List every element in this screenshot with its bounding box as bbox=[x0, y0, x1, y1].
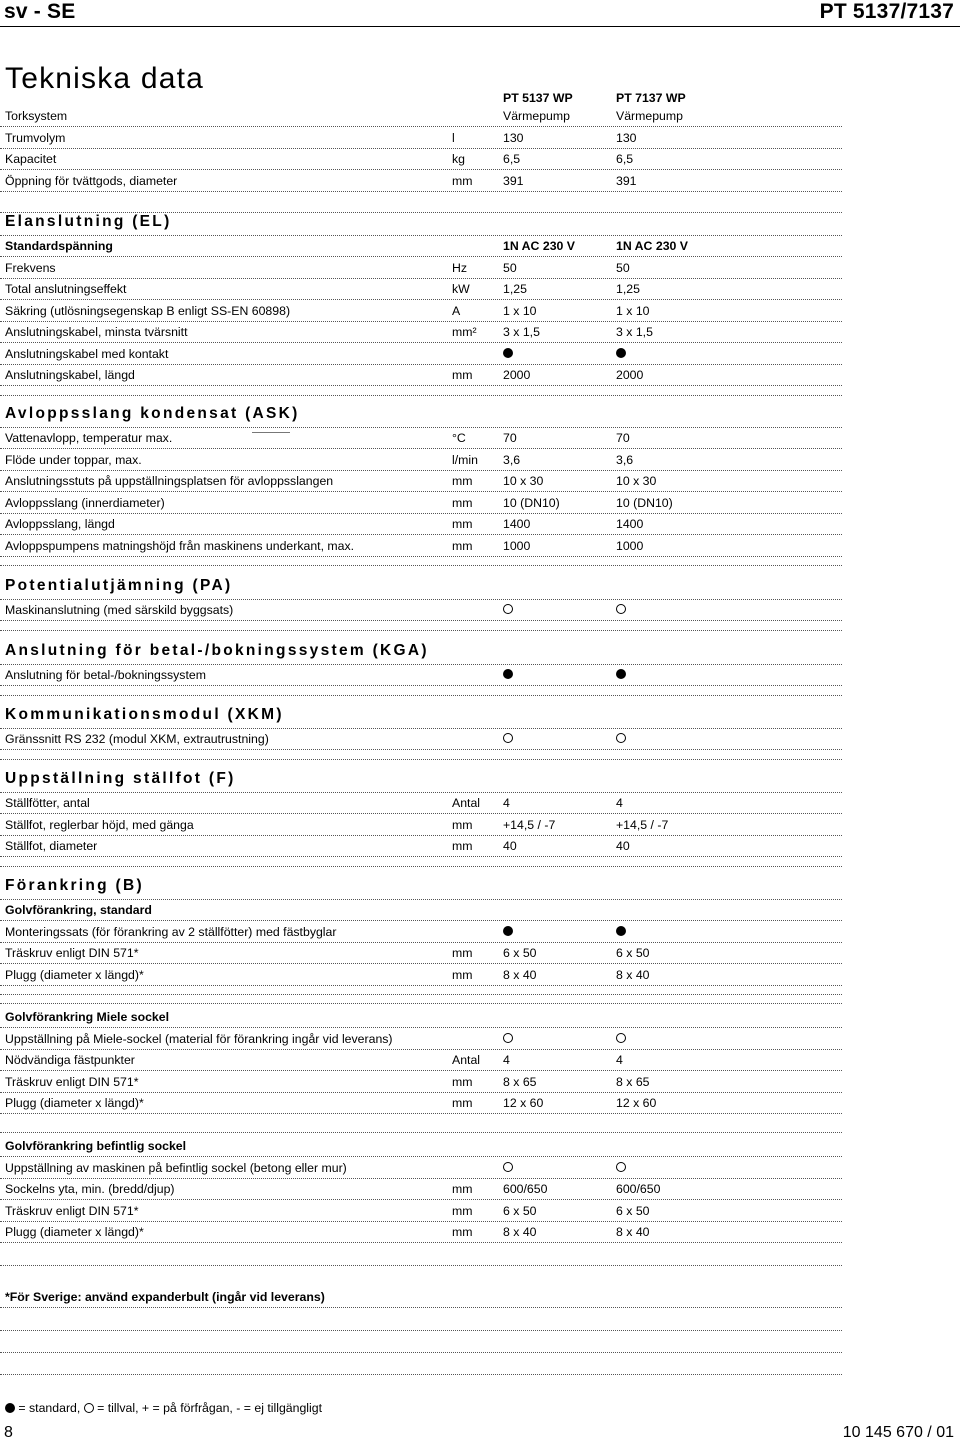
spec-unit: mm bbox=[452, 817, 473, 832]
block-divider bbox=[0, 1330, 842, 1331]
spec-label: Gränssnitt RS 232 (modul XKM, extrautrustning) bbox=[5, 732, 269, 746]
spec-row bbox=[0, 729, 960, 750]
spec-unit: Hz bbox=[452, 260, 468, 275]
spec-label: Uppställning på Miele-sockel (material för förankring ingår vid leverans) bbox=[5, 1031, 393, 1046]
spec-unit: mm bbox=[452, 1182, 473, 1196]
spec-unit: mm bbox=[452, 946, 473, 960]
spec-value-model2: 1,25 bbox=[616, 282, 640, 296]
spec-value-model2: 3,6 bbox=[616, 452, 634, 467]
spec-row bbox=[0, 149, 960, 170]
spec-label: Anslutningskabel, längd bbox=[5, 368, 135, 382]
spec-label: Öppning för tvättgods, diameter bbox=[5, 173, 178, 188]
row-divider bbox=[0, 1242, 842, 1243]
legend-standard: = standard, bbox=[18, 1401, 81, 1415]
section-header bbox=[0, 574, 960, 600]
block-divider bbox=[0, 565, 842, 566]
spec-value-model2: 6,5 bbox=[616, 152, 634, 166]
filled-dot-icon bbox=[616, 926, 626, 936]
spec-value-model1-standard bbox=[503, 346, 513, 362]
spec-value-model2: 1 x 10 bbox=[616, 303, 650, 318]
spec-row bbox=[0, 1072, 960, 1093]
spec-value-model2: 4 bbox=[616, 1053, 623, 1067]
spec-value-model2: 50 bbox=[616, 260, 630, 275]
spec-value-model2: 3 x 1,5 bbox=[616, 325, 653, 339]
spec-label: Träskruv enligt DIN 571* bbox=[5, 1203, 139, 1218]
spec-row bbox=[0, 1179, 960, 1200]
spec-unit: mm bbox=[452, 368, 473, 382]
block-divider bbox=[0, 994, 842, 995]
language-code: sv - SE bbox=[4, 0, 76, 23]
spec-value-model1: 8 x 65 bbox=[503, 1074, 537, 1089]
spec-label: Sockelns yta, min. (bredd/djup) bbox=[5, 1182, 175, 1196]
spec-value-model2: 6 x 50 bbox=[616, 1203, 650, 1218]
spec-unit: mm bbox=[452, 1203, 473, 1218]
spec-value-model2: 8 x 65 bbox=[616, 1074, 650, 1089]
row-divider bbox=[0, 556, 842, 557]
spec-value-model1: Värmepump bbox=[503, 109, 570, 123]
block-divider bbox=[0, 759, 842, 760]
spec-label: Anslutning för betal-/bokningssystem bbox=[5, 668, 206, 682]
spec-unit: l/min bbox=[452, 452, 478, 467]
hollow-circle-icon bbox=[503, 1162, 513, 1172]
section-header bbox=[0, 402, 960, 428]
spec-label: Vattenavlopp, temperatur max. bbox=[5, 431, 173, 445]
row-divider bbox=[0, 685, 842, 686]
spec-value-model1-standard bbox=[503, 667, 513, 683]
spec-value-model1-optional bbox=[503, 1160, 513, 1176]
spec-value-model1: 1000 bbox=[503, 538, 531, 553]
spec-row bbox=[0, 493, 960, 514]
legend bbox=[5, 1400, 322, 1416]
spec-row bbox=[0, 815, 960, 836]
section-header bbox=[0, 210, 960, 236]
spec-value-model1: 130 bbox=[503, 130, 524, 145]
spec-value-model1: 1 x 10 bbox=[503, 303, 537, 318]
spec-row bbox=[0, 471, 960, 492]
spec-label: Plugg (diameter x längd)* bbox=[5, 1096, 144, 1110]
spec-label: Maskinanslutning (med särskild byggsats) bbox=[5, 603, 234, 617]
section-underline bbox=[252, 432, 290, 433]
block-divider bbox=[0, 1352, 842, 1353]
row-divider bbox=[0, 1307, 842, 1308]
spec-row bbox=[0, 1093, 960, 1114]
spec-value-model2: 1N AC 230 V bbox=[616, 239, 688, 253]
row-divider bbox=[0, 620, 842, 621]
section-title: Avloppsslang kondensat (ASK) bbox=[5, 405, 300, 422]
section-header bbox=[0, 767, 960, 793]
spec-row bbox=[0, 1136, 960, 1157]
spec-value-model2: 10 x 30 bbox=[616, 474, 657, 488]
block-divider bbox=[0, 866, 842, 867]
spec-label: Ställfötter, antal bbox=[5, 796, 90, 810]
spec-unit: °C bbox=[452, 431, 466, 445]
filled-dot-icon bbox=[5, 1403, 15, 1413]
spec-value-model1: 8 x 40 bbox=[503, 1225, 537, 1239]
spec-value-model1: 6,5 bbox=[503, 152, 521, 166]
spec-value-model1-optional bbox=[503, 602, 513, 618]
spec-row bbox=[0, 258, 960, 279]
spec-value-model2: 2000 bbox=[616, 368, 644, 382]
spec-label: Plugg (diameter x längd)* bbox=[5, 1225, 144, 1239]
spec-unit: mm bbox=[452, 495, 473, 510]
spec-row bbox=[0, 836, 960, 857]
spec-row bbox=[0, 428, 960, 449]
spec-row bbox=[0, 514, 960, 535]
spec-value-model2-optional bbox=[616, 731, 626, 747]
spec-value-model1: 4 bbox=[503, 1053, 510, 1067]
spec-row bbox=[0, 793, 960, 814]
section-title: Elanslutning (EL) bbox=[5, 213, 172, 230]
spec-unit: A bbox=[452, 303, 461, 318]
spec-value-model2: Värmepump bbox=[616, 109, 683, 123]
spec-label: Standardspänning bbox=[5, 239, 113, 253]
spec-value-model2-standard bbox=[616, 924, 626, 940]
spec-label: Anslutningskabel, minsta tvärsnitt bbox=[5, 325, 188, 339]
row-divider bbox=[0, 749, 842, 750]
hollow-circle-icon bbox=[503, 1033, 513, 1043]
block-divider bbox=[0, 1374, 842, 1375]
section-title: Förankring (B) bbox=[5, 877, 144, 894]
spec-unit: kg bbox=[452, 152, 465, 166]
spec-row bbox=[0, 322, 960, 343]
header-divider bbox=[0, 26, 960, 27]
spec-row bbox=[0, 301, 960, 322]
spec-row bbox=[0, 536, 960, 557]
spec-row bbox=[0, 1158, 960, 1179]
spec-value-model1: 12 x 60 bbox=[503, 1096, 544, 1110]
spec-row bbox=[0, 665, 960, 686]
hollow-circle-icon bbox=[616, 733, 626, 743]
spec-label: Träskruv enligt DIN 571* bbox=[5, 1074, 139, 1089]
spec-label: Säkring (utlösningsegenskap B enligt SS-EN 60898) bbox=[5, 303, 291, 318]
row-divider bbox=[0, 856, 842, 857]
spec-row bbox=[0, 922, 960, 943]
hollow-circle-icon bbox=[84, 1403, 94, 1413]
hollow-circle-icon bbox=[616, 1162, 626, 1172]
spec-value-model1: 6 x 50 bbox=[503, 946, 537, 960]
spec-row bbox=[0, 171, 960, 192]
hollow-circle-icon bbox=[503, 733, 513, 743]
legend-optional: = tillval, + = på förfrågan, - = ej tillgängligt bbox=[97, 1401, 323, 1415]
hollow-circle-icon bbox=[616, 1033, 626, 1043]
spec-value-model2: +14,5 / -7 bbox=[616, 817, 669, 832]
spec-value-model2: 40 bbox=[616, 839, 630, 853]
spec-value-model1: 10 x 30 bbox=[503, 474, 544, 488]
spec-label: Plugg (diameter x längd)* bbox=[5, 967, 144, 982]
spec-unit: mm bbox=[452, 1096, 473, 1110]
spec-value-model2: 8 x 40 bbox=[616, 1225, 650, 1239]
spec-row bbox=[0, 900, 960, 921]
spec-row bbox=[0, 1050, 960, 1071]
spec-value-model1: 3 x 1,5 bbox=[503, 325, 540, 339]
spec-value-model2: 12 x 60 bbox=[616, 1096, 657, 1110]
spec-row bbox=[0, 600, 960, 621]
spec-label: Total anslutningseffekt bbox=[5, 282, 127, 296]
spec-value-model2-standard bbox=[616, 667, 626, 683]
spec-value-model2-optional bbox=[616, 602, 626, 618]
spec-row bbox=[0, 943, 960, 964]
spec-row bbox=[0, 365, 960, 386]
spec-label: Flöde under toppar, max. bbox=[5, 452, 142, 467]
spec-row bbox=[0, 450, 960, 471]
spec-unit: kW bbox=[452, 282, 470, 296]
spec-label: Nödvändiga fästpunkter bbox=[5, 1053, 135, 1067]
spec-row bbox=[0, 1029, 960, 1050]
page-title: Tekniska data bbox=[5, 62, 205, 95]
spec-value-model1: 3,6 bbox=[503, 452, 521, 467]
spec-value-model1: 6 x 50 bbox=[503, 1203, 537, 1218]
spec-row bbox=[0, 106, 960, 127]
spec-label: Golvförankring Miele sockel bbox=[5, 1010, 170, 1024]
spec-value-model1-standard bbox=[503, 924, 513, 940]
spec-value-model1: 40 bbox=[503, 839, 517, 853]
spec-unit: mm bbox=[452, 839, 473, 853]
spec-label: Golvförankring befintlig sockel bbox=[5, 1139, 187, 1153]
spec-row bbox=[0, 1007, 960, 1028]
section-title: Kommunikationsmodul (XKM) bbox=[5, 706, 284, 723]
spec-row bbox=[0, 279, 960, 300]
spec-value-model2-standard bbox=[616, 346, 626, 362]
spec-value-model2: 10 (DN10) bbox=[616, 495, 673, 510]
spec-value-model1: 391 bbox=[503, 173, 524, 188]
spec-value-model2: 1000 bbox=[616, 538, 644, 553]
spec-row bbox=[0, 965, 960, 986]
spec-label: Frekvens bbox=[5, 260, 56, 275]
spec-unit: mm bbox=[452, 474, 473, 488]
spec-value-model1: 70 bbox=[503, 431, 517, 445]
block-divider bbox=[0, 630, 842, 631]
hollow-circle-icon bbox=[616, 604, 626, 614]
spec-value-model1: 50 bbox=[503, 260, 517, 275]
spec-unit: Antal bbox=[452, 796, 481, 810]
spec-value-model1: 8 x 40 bbox=[503, 967, 537, 982]
row-divider bbox=[0, 191, 842, 192]
section-header bbox=[0, 639, 960, 665]
spec-value-model1: 2000 bbox=[503, 368, 531, 382]
spec-value-model1: 600/650 bbox=[503, 1182, 548, 1196]
document-number: 10 145 670 / 01 bbox=[842, 1424, 954, 1441]
spec-value-model2-optional bbox=[616, 1031, 626, 1047]
spec-label: Avloppsslang, längd bbox=[5, 517, 115, 531]
spec-value-model2: 130 bbox=[616, 130, 637, 145]
spec-value-model2: 4 bbox=[616, 796, 623, 810]
spec-label: Ställfot, diameter bbox=[5, 839, 98, 853]
section-title: Anslutning för betal-/bokningssystem (KGA) bbox=[5, 642, 429, 659]
spec-label: Ställfot, reglerbar höjd, med gänga bbox=[5, 817, 194, 832]
block-divider bbox=[0, 1003, 842, 1004]
row-divider bbox=[0, 385, 842, 386]
row-divider bbox=[0, 985, 842, 986]
spec-label: Torksystem bbox=[5, 109, 68, 123]
filled-dot-icon bbox=[616, 348, 626, 358]
section-header bbox=[0, 874, 960, 900]
spec-label: Anslutningsstuts på uppställningsplatsen för avloppsslangen bbox=[5, 474, 334, 488]
hollow-circle-icon bbox=[503, 604, 513, 614]
section-header bbox=[0, 703, 960, 729]
block-divider bbox=[0, 695, 842, 696]
spec-value-model2-optional bbox=[616, 1160, 626, 1176]
spec-unit: mm bbox=[452, 173, 473, 188]
spec-value-model2: 8 x 40 bbox=[616, 967, 650, 982]
spec-value-model1-optional bbox=[503, 1031, 513, 1047]
spec-value-model1: 10 (DN10) bbox=[503, 495, 560, 510]
section-title: Potentialutjämning (PA) bbox=[5, 577, 233, 594]
page-header bbox=[0, 0, 960, 25]
spec-label: Trumvolym bbox=[5, 130, 66, 145]
model-code: PT 5137/7137 bbox=[819, 0, 954, 23]
spec-value-model1-optional bbox=[503, 731, 513, 747]
spec-row bbox=[0, 1222, 960, 1243]
spec-value-model2: 1400 bbox=[616, 517, 644, 531]
spec-unit: Antal bbox=[452, 1053, 481, 1067]
spec-value-model2: 6 x 50 bbox=[616, 946, 650, 960]
spec-value-model1: 1N AC 230 V bbox=[503, 239, 575, 253]
spec-value-model1: +14,5 / -7 bbox=[503, 817, 556, 832]
spec-label: Avloppsslang (innerdiameter) bbox=[5, 495, 165, 510]
spec-row bbox=[0, 128, 960, 149]
row-divider bbox=[0, 1113, 842, 1114]
spec-value-model1: 1400 bbox=[503, 517, 531, 531]
filled-dot-icon bbox=[503, 348, 513, 358]
spec-label: Träskruv enligt DIN 571* bbox=[5, 946, 139, 960]
spec-label: Kapacitet bbox=[5, 152, 57, 166]
column-header-model2: PT 7137 WP bbox=[616, 91, 686, 105]
spec-label: Golvförankring, standard bbox=[5, 903, 152, 917]
spec-value-model1: 1,25 bbox=[503, 282, 527, 296]
filled-dot-icon bbox=[503, 926, 513, 936]
spec-row bbox=[0, 1201, 960, 1222]
spec-label: Uppställning av maskinen på befintlig sockel (betong eller mur) bbox=[5, 1160, 347, 1175]
page-footer bbox=[0, 1424, 960, 1443]
spec-unit: l bbox=[452, 130, 455, 145]
spec-row bbox=[0, 236, 960, 257]
spec-label: Avloppspumpens matningshöjd från maskinens underkant, max. bbox=[5, 538, 355, 553]
spec-label: Monteringssats (för förankring av 2 ställfötter) med fästbyglar bbox=[5, 924, 337, 939]
block-divider bbox=[0, 1265, 842, 1266]
spec-row bbox=[0, 344, 960, 365]
page-number: 8 bbox=[4, 1424, 13, 1441]
spec-label: Anslutningskabel med kontakt bbox=[5, 346, 169, 361]
spec-unit: mm bbox=[452, 538, 473, 553]
spec-unit: mm² bbox=[452, 325, 477, 339]
filled-dot-icon bbox=[616, 669, 626, 679]
section-title: Uppställning ställfot (F) bbox=[5, 770, 236, 787]
spec-value-model1: 4 bbox=[503, 796, 510, 810]
spec-value-model2: 600/650 bbox=[616, 1182, 661, 1196]
block-divider bbox=[0, 395, 842, 396]
spec-unit: mm bbox=[452, 517, 473, 531]
spec-unit: mm bbox=[452, 1074, 473, 1089]
block-divider bbox=[0, 1132, 842, 1133]
footnote: *För Sverige: använd expanderbult (ingår vid leverans) bbox=[5, 1290, 325, 1304]
footnote-row bbox=[0, 1287, 960, 1308]
spec-unit: mm bbox=[452, 967, 473, 982]
spec-value-model2: 391 bbox=[616, 173, 637, 188]
filled-dot-icon bbox=[503, 669, 513, 679]
spec-unit: mm bbox=[452, 1225, 473, 1239]
spec-value-model2: 70 bbox=[616, 431, 630, 445]
column-header-model1: PT 5137 WP bbox=[503, 91, 573, 105]
